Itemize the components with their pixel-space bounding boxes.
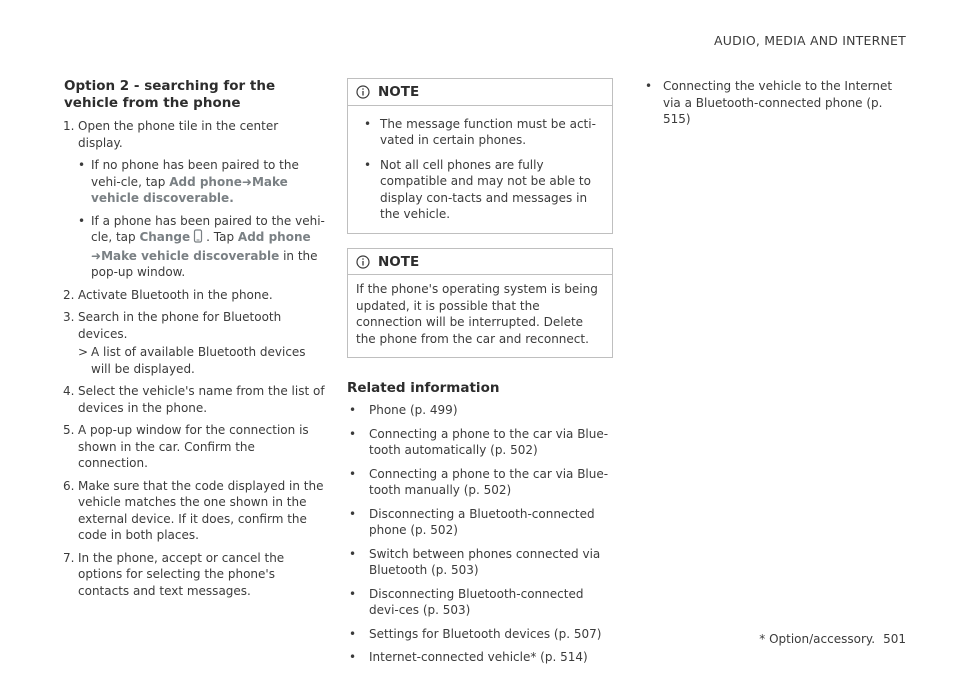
section-heading: Option 2 - searching for the vehicle from the phone bbox=[64, 78, 276, 111]
note-item-text: The message function must be acti-vated in certain phones. bbox=[380, 116, 596, 147]
step-1 bbox=[64, 118, 326, 281]
related-link[interactable]: Connecting a phone to the car via Blue-tooth automatically (p. 502) bbox=[369, 426, 609, 457]
info-icon bbox=[356, 255, 370, 269]
bullet: • bbox=[349, 403, 357, 417]
phone-icon bbox=[193, 229, 203, 248]
step-number: 6. bbox=[63, 478, 75, 493]
step-number: 2. bbox=[63, 287, 75, 302]
related-information-heading: Related information bbox=[347, 380, 500, 396]
step-number: 3. bbox=[63, 310, 75, 324]
bullet: • bbox=[349, 466, 357, 481]
bullet: • bbox=[364, 157, 372, 172]
related-item[interactable] bbox=[347, 466, 613, 499]
note-body bbox=[348, 106, 612, 233]
note-body: If the phone's operating system is being updated, it is possible that the connection will be interrupted. Delete the phone from the car and reconnect. bbox=[356, 282, 598, 346]
step-4 bbox=[64, 383, 326, 416]
related-link[interactable]: Internet-connected vehicle* (p. 514) bbox=[369, 650, 588, 664]
related-item[interactable] bbox=[347, 649, 613, 666]
step-1-option-a bbox=[78, 157, 326, 207]
make-vehicle-discoverable-link[interactable]: Make vehicle discoverable bbox=[101, 248, 280, 263]
bullet: • bbox=[78, 158, 86, 172]
step-number: 1. bbox=[63, 119, 75, 133]
step-text: Open the phone tile in the center display. bbox=[78, 119, 279, 150]
note-title: NOTE bbox=[378, 84, 420, 100]
related-link[interactable]: Disconnecting Bluetooth-connected devi-ces (p. 503) bbox=[369, 586, 584, 617]
bullet: • bbox=[349, 650, 357, 664]
add-phone-link[interactable]: Add phone bbox=[237, 230, 311, 244]
make-vehicle-discoverable-link[interactable]: Make vehicle discoverable bbox=[91, 174, 288, 205]
note-header bbox=[348, 79, 612, 106]
bullet: • bbox=[349, 546, 357, 561]
step-2 bbox=[64, 287, 326, 304]
related-item[interactable] bbox=[347, 426, 613, 459]
footnote: * Option/accessory. bbox=[759, 632, 876, 646]
note-item bbox=[358, 116, 602, 149]
step-3-result bbox=[78, 344, 326, 377]
related-link[interactable]: Disconnecting a Bluetooth-connected phone (p. 502) bbox=[369, 506, 595, 537]
step-5 bbox=[64, 422, 326, 472]
change-link[interactable]: Change bbox=[139, 230, 191, 244]
arrow-right-icon: ➜ bbox=[91, 248, 102, 263]
option-text: If no phone has been paired to the vehi-cle, tap bbox=[91, 158, 299, 189]
related-item[interactable] bbox=[347, 546, 613, 579]
note-header bbox=[348, 249, 612, 276]
bullet: • bbox=[78, 213, 86, 228]
bullet: • bbox=[364, 116, 372, 131]
result-marker: > bbox=[78, 345, 89, 359]
page-footer bbox=[759, 632, 906, 646]
bullet: • bbox=[349, 626, 357, 641]
column-right bbox=[645, 78, 910, 128]
arrow-right-icon: ➜ bbox=[241, 174, 252, 189]
step-text: Select the vehicle's name from the list of devices in the phone. bbox=[78, 384, 325, 415]
step-text: Make sure that the code displayed in the vehicle matches the one shown in the external device. If it does, confirm the code in both places. bbox=[78, 478, 324, 542]
step-text: A pop-up window for the connection is shown in the car. Confirm the connection. bbox=[78, 423, 309, 470]
running-header: AUDIO, MEDIA AND INTERNET bbox=[714, 33, 906, 48]
related-item[interactable] bbox=[347, 626, 613, 643]
step-7 bbox=[64, 550, 326, 600]
step-6 bbox=[64, 478, 326, 544]
related-link[interactable]: Phone (p. 499) bbox=[369, 403, 458, 417]
note-box bbox=[347, 248, 613, 359]
related-item[interactable] bbox=[347, 506, 613, 539]
option-text-end: in the pop-up window. bbox=[91, 248, 318, 279]
result-text: A list of available Bluetooth devices will be displayed. bbox=[91, 345, 306, 376]
step-number: 4. bbox=[63, 384, 75, 398]
related-item[interactable] bbox=[645, 78, 910, 128]
note-item-text: Not all cell phones are fully compatible and may not be able to display con-tacts and messages in the vehicle. bbox=[380, 157, 591, 221]
info-icon bbox=[356, 85, 370, 99]
step-1-option-b bbox=[78, 213, 326, 281]
related-item[interactable] bbox=[347, 586, 613, 619]
bullet: • bbox=[645, 79, 653, 93]
step-number: 7. bbox=[63, 550, 75, 565]
step-text: In the phone, accept or cancel the options for selecting the phone's contacts and text messages. bbox=[78, 550, 285, 598]
add-phone-link[interactable]: Add phone bbox=[169, 174, 242, 189]
note-item bbox=[358, 157, 602, 223]
column-left bbox=[64, 78, 326, 599]
note-box bbox=[347, 78, 613, 234]
option-text: If a phone has been paired to the vehi-cle, tap bbox=[91, 213, 325, 244]
option-period: . bbox=[229, 191, 234, 205]
related-link[interactable]: Connecting the vehicle to the Internet via a Bluetooth-connected phone (p. 515) bbox=[663, 79, 893, 126]
related-link[interactable]: Connecting a phone to the car via Blue-tooth manually (p. 502) bbox=[369, 466, 609, 497]
note-title: NOTE bbox=[378, 253, 420, 270]
bullet: • bbox=[349, 586, 357, 601]
column-middle bbox=[347, 78, 613, 666]
step-3 bbox=[64, 309, 326, 377]
step-text: Activate Bluetooth in the phone. bbox=[78, 287, 273, 302]
related-link[interactable]: Switch between phones connected via Bluetooth (p. 503) bbox=[369, 546, 601, 577]
option-text-mid: . Tap bbox=[206, 230, 238, 244]
related-item[interactable] bbox=[347, 402, 613, 419]
page-number: 501 bbox=[883, 632, 906, 646]
related-link[interactable]: Settings for Bluetooth devices (p. 507) bbox=[369, 626, 602, 641]
step-number: 5. bbox=[63, 423, 75, 437]
related-list bbox=[347, 402, 613, 666]
step-text: Search in the phone for Bluetooth devices. bbox=[78, 310, 282, 341]
bullet: • bbox=[349, 426, 357, 441]
bullet: • bbox=[349, 506, 357, 521]
